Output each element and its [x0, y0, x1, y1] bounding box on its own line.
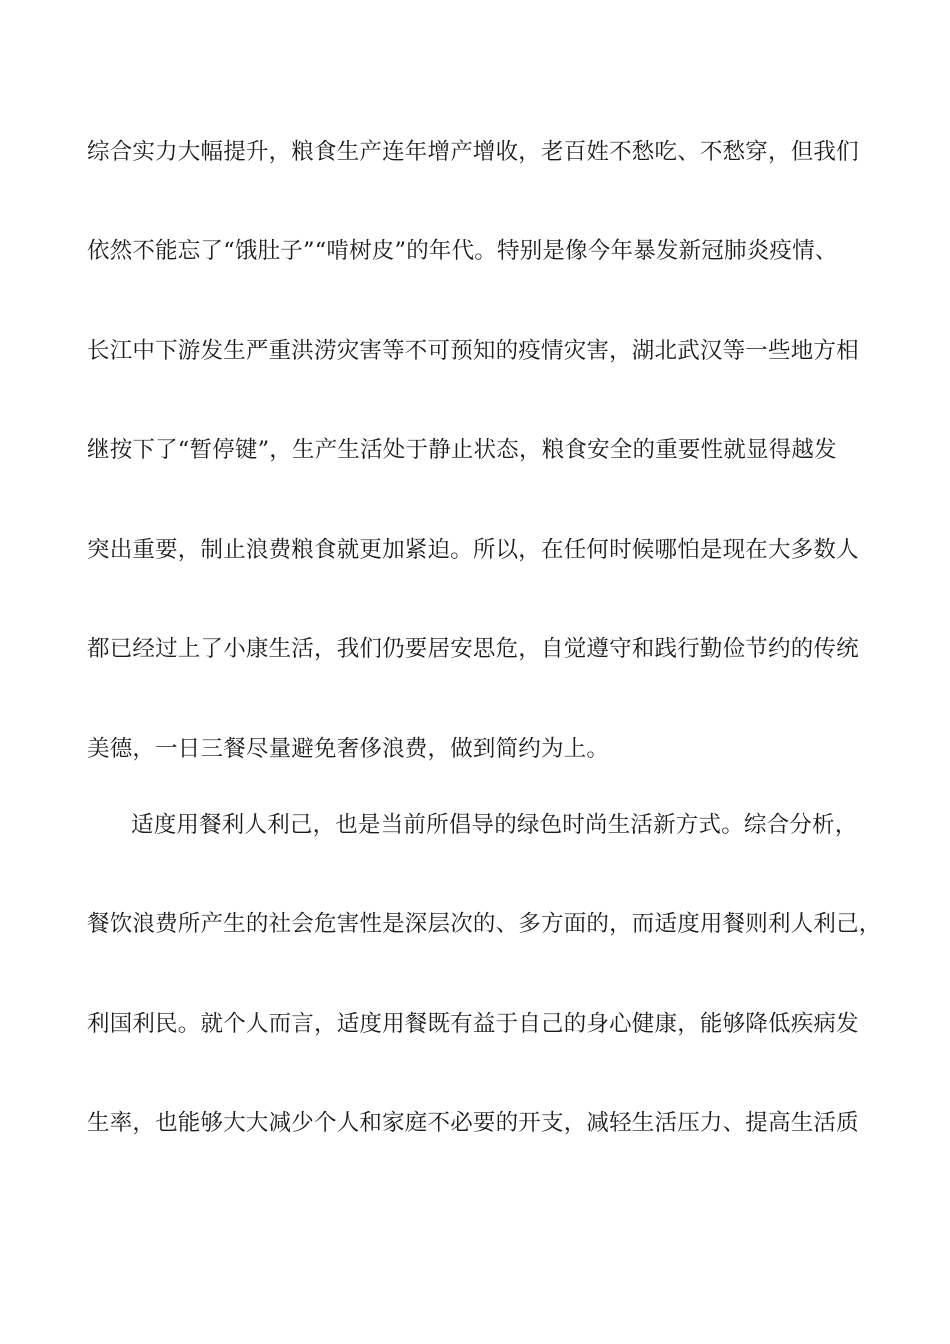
text-line: 生率，也能够大大减少个人和家庭不必要的开支，减轻生活压力、提高生活质 — [87, 1110, 859, 1136]
text-line: 继按下了“暂停键”，生产生活处于静止状态，粮食安全的重要性就显得越发 — [87, 437, 837, 463]
text-line: 综合实力大幅提升，粮食生产连年增产增收，老百姓不愁吃、不愁穿，但我们 — [87, 139, 859, 165]
text-line: 依然不能忘了“饿肚子”“啃树皮”的年代。特别是像今年暴发新冠肺炎疫情、 — [87, 238, 838, 264]
text-line: 都已经过上了小康生活，我们仍要居安思危，自觉遵守和践行勤俭节约的传统 — [87, 636, 859, 662]
text-line: 利国利民。就个人而言，适度用餐既有益于自己的身心健康，能够降低疾病发 — [87, 1011, 859, 1037]
text-line: 餐饮浪费所产生的社会危害性是深层次的、多方面的，而适度用餐则利人利己， — [87, 911, 882, 937]
text-line: 长江中下游发生严重洪涝灾害等不可预知的疫情灾害，湖北武汉等一些地方相 — [87, 338, 859, 364]
text-line: 美德，一日三餐尽量避免奢侈浪费，做到简约为上。 — [87, 736, 610, 762]
text-line: 适度用餐利人利己，也是当前所倡导的绿色时尚生活新方式。综合分析， — [131, 812, 858, 838]
text-line: 突出重要，制止浪费粮食就更加紧迫。所以，在任何时候哪怕是现在大多数人 — [87, 537, 859, 563]
